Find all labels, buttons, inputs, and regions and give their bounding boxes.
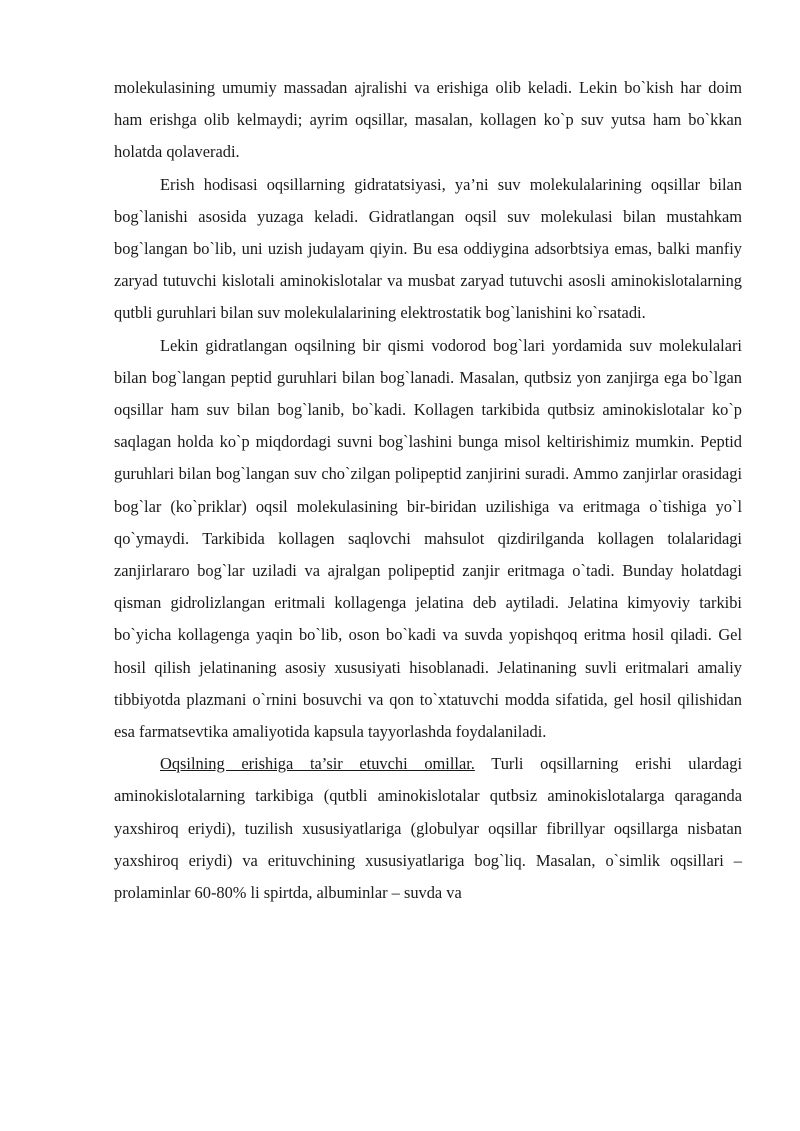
paragraph-3: Lekin gidratlangan oqsilning bir qismi vodorod bog`lari yordamida suv molekulalari bilan bog`langan peptid guruhlari bilan bog`lanadi. Masalan, qutbsiz yon zanjirga ega bo`lgan oqsillar ham suv bilan bog`lanib, bo`kadi. Kollagen tarkibida qutbsiz aminokislotalar ko`p saqlagan holda ko`p miqdordagi suvni bog`lashini bunga misol keltirishimiz mumkin. Peptid guruhlari bilan bog`langan suv cho`zilgan polipeptid zanjirini suradi. Ammo zanjirlar orasidagi bog`lar (ko`priklar) oqsil molekulasining bir-biridan uzilishiga va eritmaga o`tishiga yo`l qo`ymaydi. Tarkibida kollagen saqlovchi mahsulot qizdirilganda kollagen tolalaridagi zanjirlararo bog`lar uziladi va ajralgan polipeptid zanjir eritmaga o`tadi. Bunday holatdagi qisman gidrolizlangan eritmali kollagenga jelatina deb aytiladi. Jelatina kimyoviy tarkibi bo`yicha kollagenga yaqin bo`lib, oson bo`kadi va suvda yopishqoq eritma hosil qiladi. Gel hosil qilish jelatinaning asosiy xususiyati hisoblanadi. Jelatinaning suvli eritmalari amaliy tibbiyotda plazmani o`rnini bosuvchi va qon to`xtatuvchi modda sifatida, gel hosil qilishidan esa farmatsevtika amaliyotida kapsula tayyorlashda foydalaniladi. [114, 335, 742, 742]
paragraph-4-body: Turli oqsillarning erishi ulardagi aminokislotalarning tarkibiga (qutbli aminokislotalar qutbsiz aminokislotalarga qaraganda yaxshiroq eriydi), tuzilish xususiyatlariga (globulyar oqsillar fibrillyar oqsillarga nisbatan yaxshiroq eriydi) va erituvchining xususiyatlariga bog`liq. Masalan, o`simlik oqsillari – prolaminlar 60-80% li spirtda, albuminlar – suvda va [114, 754, 743, 903]
document-page [114, 72, 742, 909]
paragraph-2: Erish hodisasi oqsillarning gidratatsiyasi, ya’ni suv molekulalarining oqsillar bilan bog`lanishi asosida yuzaga keladi. Gidratlangan oqsil suv molekulasi bilan mustahkam bog`langan bo`lib, uni uzish judayam qiyin. Bu esa oddiygina adsorbtsiya emas, balki manfiy zaryad tutuvchi kislotali aminokislotalar va musbat zaryad tutuvchi asosli aminokislotalarning qutbli guruhlari bilan suv molekulalarining elektrostatik bog`lanishini ko`rsatadi. [114, 174, 742, 323]
paragraph-1: molekulasining umumiy massadan ajralishi va erishiga olib keladi. Lekin bo`kish har doim ham erishga olib kelmaydi; ayrim oqsillar, masalan, kollagen ko`p suv yutsa ham bo`kkan holatda qolaveradi. [114, 78, 742, 162]
paragraph-4 [114, 748, 742, 909]
section-heading: Oqsilning erishiga ta’sir etuvchi omillar. [160, 754, 475, 774]
